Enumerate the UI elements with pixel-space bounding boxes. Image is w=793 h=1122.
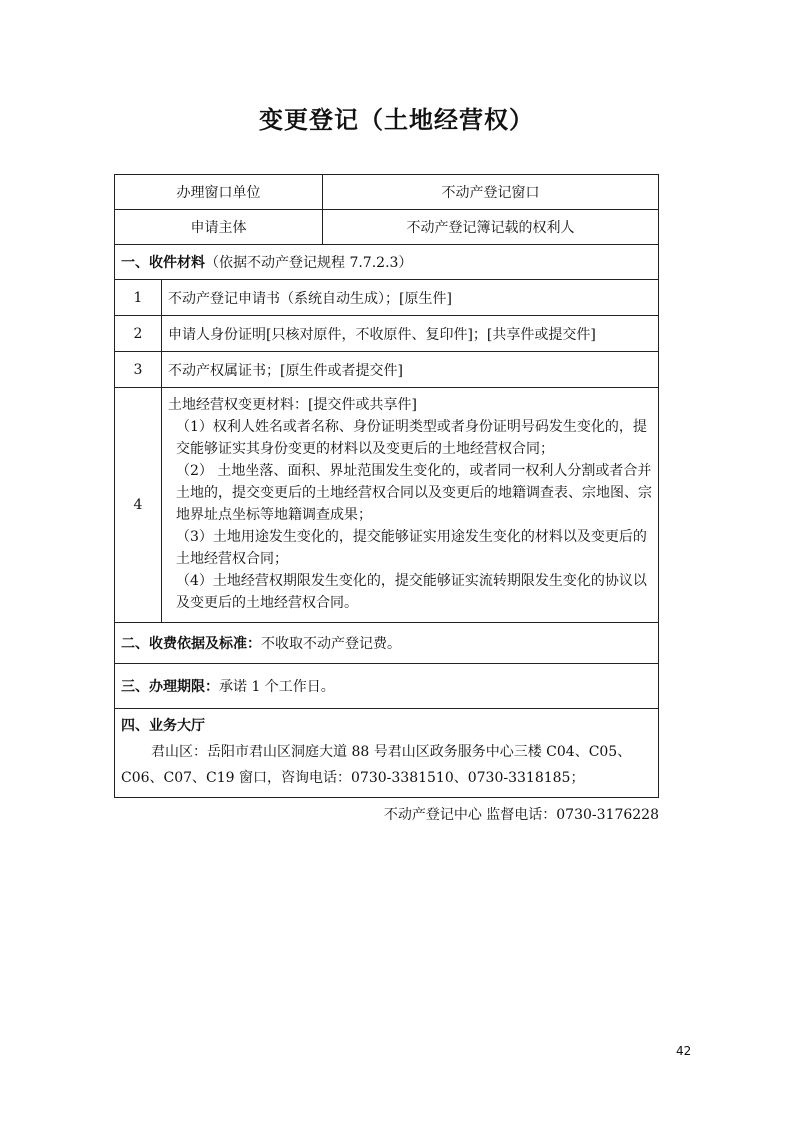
material-text: 申请人身份证明[只核对原件，不收原件、复印件]；[共享件或提交件] — [162, 316, 659, 352]
material-number: 3 — [115, 352, 162, 388]
materials-basis: （依据不动产登记规程 7.7.2.3） — [205, 255, 413, 271]
material-row — [115, 388, 659, 623]
page-title: 变更登记（土地经营权） — [259, 106, 534, 134]
unit-value: 不动产登记窗口 — [323, 175, 659, 210]
material-number: 1 — [115, 280, 162, 316]
hall-section — [115, 709, 659, 798]
material-4-clause-1: （1）权利人姓名或者名称、身份证明类型或者身份证明号码发生变化的，提交能够证实其身份变更的材料以及变更后的土地经营权合同； — [176, 419, 647, 457]
material-row — [115, 352, 659, 388]
material-number: 2 — [115, 316, 162, 352]
supervision-phone: 不动产登记中心 监督电话：0730-3176228 — [383, 807, 659, 823]
materials-section-header — [115, 245, 659, 280]
fee-section — [115, 623, 659, 664]
subject-label: 申请主体 — [115, 210, 323, 245]
period-heading: 三、办理期限： — [121, 679, 219, 695]
fee-text: 不收取不动产登记费。 — [261, 636, 401, 652]
materials-heading: 一、收件材料 — [121, 255, 205, 271]
procedure-table — [114, 174, 659, 798]
material-4-clause-3: （3）土地用途发生变化的，提交能够证实用途发生变化的材料以及变更后的土地经营权合同； — [176, 529, 647, 567]
period-text: 承诺 1 个工作日。 — [219, 679, 335, 695]
material-text: 不动产权属证书；[原生件或者提交件] — [162, 352, 659, 388]
material-text: 不动产登记申请书（系统自动生成）；[原生件] — [162, 280, 659, 316]
material-row — [115, 280, 659, 316]
material-4-title: 土地经营权变更材料：[提交件或共享件] — [168, 397, 417, 413]
subject-value: 不动产登记簿记载的权利人 — [323, 210, 659, 245]
unit-label: 办理窗口单位 — [115, 175, 323, 210]
material-4-clause-4: （4）土地经营权期限发生变化的，提交能够证实流转期限发生变化的协议以及变更后的土地经营权合同。 — [176, 573, 647, 611]
page-number: 42 — [676, 1044, 692, 1058]
hall-heading: 四、业务大厅 — [121, 718, 205, 734]
material-text-block — [162, 388, 659, 623]
fee-heading: 二、收费依据及标准： — [121, 636, 261, 652]
material-number: 4 — [115, 388, 162, 623]
material-4-clause-2: （2） 土地坐落、面积、界址范围发生变化的，或者同一权利人分割或者合并土地的，提交变更后的土地经营权合同以及变更后的地籍调查表、宗地图、宗地界址点坐标等地籍调查成果； — [176, 463, 652, 523]
hall-address: 君山区：岳阳市君山区洞庭大道 88 号君山区政务服务中心三楼 C04、C05、C06、C07、C19 窗口，咨询电话：0730-3381510、0730-3318185； — [121, 744, 632, 786]
period-section — [115, 664, 659, 709]
material-row — [115, 316, 659, 352]
